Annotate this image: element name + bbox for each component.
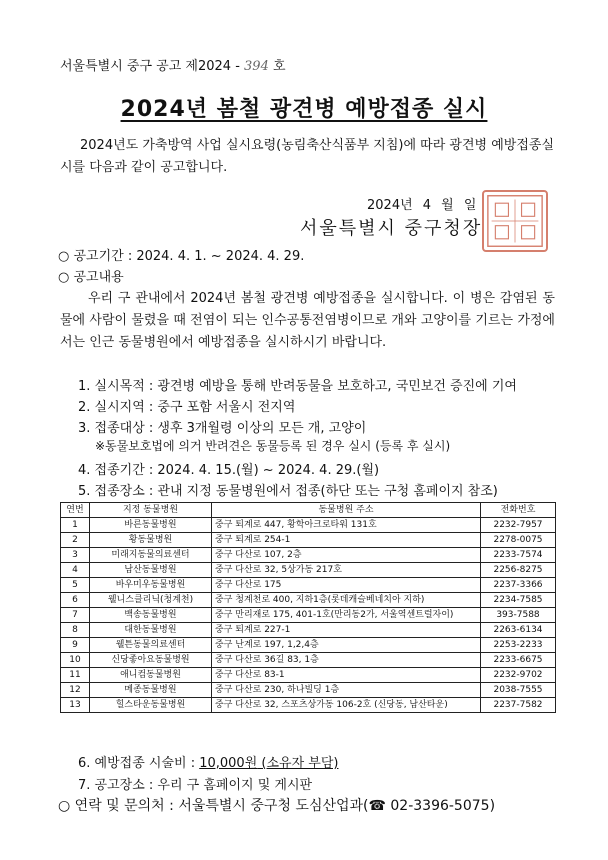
- row-phone: 2234-7585: [481, 593, 556, 608]
- item-fee-note: (소유자 부담): [257, 756, 339, 771]
- row-no: 1: [61, 518, 90, 533]
- content-heading: ○ 공고내용: [58, 270, 124, 285]
- row-address: 중구 퇴계로 227-1: [212, 623, 481, 638]
- row-phone: 2232-7957: [481, 518, 556, 533]
- table-row: [61, 668, 556, 683]
- item-region: 2. 실시지역 : 중구 포함 서울시 전지역: [78, 400, 296, 415]
- table-row: [61, 623, 556, 638]
- table-row: [61, 683, 556, 698]
- row-address: 중구 다산로 107, 2층: [212, 548, 481, 563]
- row-phone: 2256-8275: [481, 563, 556, 578]
- row-no: 11: [61, 668, 90, 683]
- row-clinic: 웰니스클리닉(청계천): [90, 593, 212, 608]
- table-row: [61, 653, 556, 668]
- row-address: 중구 다산로 32, 스포츠상가동 106-2호 (신당동, 남산타운): [212, 698, 481, 713]
- item-target: 3. 접종대상 : 생후 3개월령 이상의 모든 개, 고양이: [78, 421, 367, 436]
- contact-line: ○ 연락 및 문의처 : 서울특별시 중구청 도심산업과(☎ 02-3396-5075): [58, 798, 496, 814]
- row-clinic: 남산동물병원: [90, 563, 212, 578]
- row-no: 9: [61, 638, 90, 653]
- item-place: 5. 접종장소 : 관내 지정 동물병원에서 접종(하단 또는 구청 홈페이지 참조): [78, 484, 498, 499]
- row-clinic: 메종동물병원: [90, 683, 212, 698]
- row-address: 중구 퇴계로 447, 황학아크로타워 131호: [212, 518, 481, 533]
- row-address: 중구 퇴계로 254-1: [212, 533, 481, 548]
- row-phone: 2278-0075: [481, 533, 556, 548]
- table-row: [61, 608, 556, 623]
- notice-date: 2024년 4 월 일: [367, 198, 477, 213]
- item-fee-label: 6. 예방접종 시술비 :: [78, 756, 200, 771]
- row-address: 중구 다산로 230, 하나빌딩 1층: [212, 683, 481, 698]
- row-phone: 2237-7582: [481, 698, 556, 713]
- row-clinic: 백송동물병원: [90, 608, 212, 623]
- item-notice-place: 7. 공고장소 : 우리 구 홈페이지 및 게시판: [78, 778, 313, 793]
- table-row: [61, 563, 556, 578]
- header-address: 동물병원 주소: [212, 503, 481, 518]
- row-address: 중구 다산로 83-1: [212, 668, 481, 683]
- issuer-name: 서울특별시 중구청장: [300, 218, 483, 239]
- row-clinic: 바우미우동물병원: [90, 578, 212, 593]
- row-clinic: 미래지동물의료센터: [90, 548, 212, 563]
- table-row: [61, 593, 556, 608]
- row-no: 10: [61, 653, 90, 668]
- row-clinic: 신당좋아요동물병원: [90, 653, 212, 668]
- table-row: [61, 638, 556, 653]
- intro-paragraph: 2024년도 가축방역 사업 실시요령(농림축산식품부 지침)에 따라 광견병 예방접종실시를 다음과 같이 공고합니다.: [60, 138, 555, 175]
- row-phone: 2233-6675: [481, 653, 556, 668]
- table-row: [61, 578, 556, 593]
- notice-number-suffix: 호: [273, 59, 286, 74]
- row-phone: 2038-7555: [481, 683, 556, 698]
- row-no: 8: [61, 623, 90, 638]
- row-address: 중구 다산로 32, 5상가동 217호: [212, 563, 481, 578]
- item-target-note: ※동물보호법에 의거 반려견은 동물등록 된 경우 실시 (등록 후 실시): [95, 439, 451, 453]
- row-no: 13: [61, 698, 90, 713]
- item-period: 4. 접종기간 : 2024. 4. 15.(월) ~ 2024. 4. 29.(월): [78, 463, 380, 478]
- row-phone: 2237-3366: [481, 578, 556, 593]
- row-clinic: 바른동물병원: [90, 518, 212, 533]
- row-phone: 2233-7574: [481, 548, 556, 563]
- row-no: 5: [61, 578, 90, 593]
- row-no: 4: [61, 563, 90, 578]
- row-no: 12: [61, 683, 90, 698]
- header-clinic: 지정 동물병원: [90, 503, 212, 518]
- header-phone: 전화번호: [481, 503, 556, 518]
- row-no: 3: [61, 548, 90, 563]
- row-address: 중구 난계로 197, 1,2,4층: [212, 638, 481, 653]
- table-header-row: [61, 503, 556, 518]
- document-title: [0, 92, 608, 123]
- content-paragraph: 우리 구 관내에서 2024년 봄철 광견병 예방접종을 실시합니다. 이 병은 감염된 동물에 사람이 물렸을 때 전염이 되는 인수공통전염병이므로 개와 고양이를 기르는 가정에서는 인근 동물병원에서 예방접종을 실시하시기 바랍니다.: [60, 291, 555, 350]
- item-purpose: 1. 실시목적 : 광견병 예방을 통해 반려동물을 보호하고, 국민보건 증진에 기여: [78, 379, 517, 394]
- table-row: [61, 548, 556, 563]
- row-no: 6: [61, 593, 90, 608]
- notice-number-handwritten: 394: [244, 59, 269, 74]
- row-clinic: 웰튼동물의료센터: [90, 638, 212, 653]
- row-clinic: 힐스타운동물병원: [90, 698, 212, 713]
- notice-number: [60, 55, 286, 74]
- table-row: [61, 533, 556, 548]
- header-no: 연번: [61, 503, 90, 518]
- row-phone: 393-7588: [481, 608, 556, 623]
- row-no: 2: [61, 533, 90, 548]
- row-clinic: 대한동물병원: [90, 623, 212, 638]
- table-row: [61, 518, 556, 533]
- document-title-text: 2024년 봄철 광견병 예방접종 실시: [120, 97, 488, 122]
- official-seal-icon: [482, 190, 548, 252]
- row-address: 중구 다산로 175: [212, 578, 481, 593]
- row-clinic: 황동물병원: [90, 533, 212, 548]
- row-address: 중구 만리재로 175, 401-1호(만리동2가, 서울역센트럴자이): [212, 608, 481, 623]
- row-address: 중구 다산로 36길 83, 1층: [212, 653, 481, 668]
- item-fee-amount: 10,000원: [199, 756, 258, 771]
- row-address: 중구 청계천로 400, 지하1층(롯데캐슬베네치아 지하): [212, 593, 481, 608]
- table-row: [61, 698, 556, 713]
- row-no: 7: [61, 608, 90, 623]
- row-phone: 2253-2233: [481, 638, 556, 653]
- item-fee: [78, 752, 338, 771]
- row-phone: 2232-9702: [481, 668, 556, 683]
- clinic-table: [60, 502, 556, 713]
- row-clinic: 애니컴동물병원: [90, 668, 212, 683]
- row-phone: 2263-6134: [481, 623, 556, 638]
- notice-number-prefix: 서울특별시 중구 공고 제2024 -: [60, 59, 240, 74]
- notice-period: ○ 공고기간 : 2024. 4. 1. ~ 2024. 4. 29.: [58, 249, 305, 264]
